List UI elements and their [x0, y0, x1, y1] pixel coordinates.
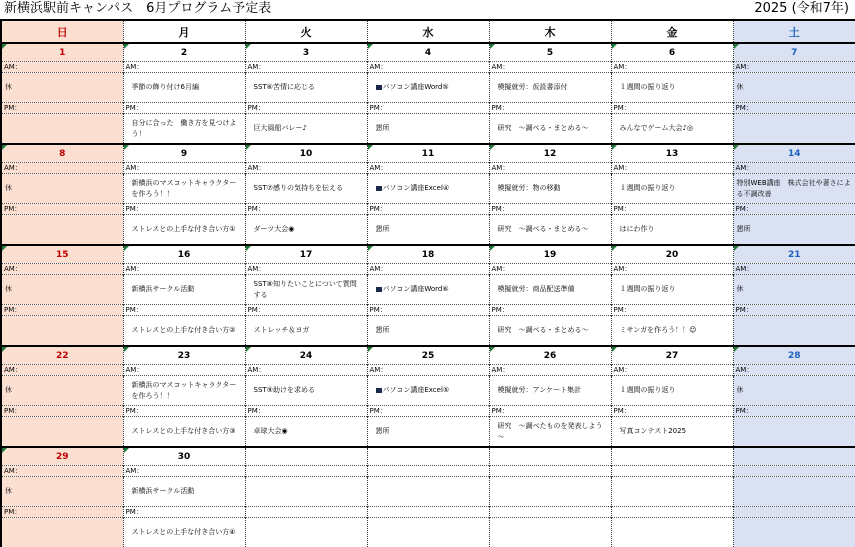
- date-cell-mon[interactable]: 16: [123, 245, 245, 264]
- week-2-date-row: [1, 144, 855, 163]
- pm-activity-cell[interactable]: [1, 417, 123, 448]
- title-bar: [0, 0, 855, 19]
- date-cell-fri[interactable]: 13: [611, 144, 733, 163]
- week-3-date-row: [1, 245, 855, 264]
- pm-activity-cell[interactable]: [611, 215, 733, 246]
- pm-label: PM：: [1, 507, 123, 518]
- pm-activity-cell[interactable]: [123, 114, 245, 145]
- am-label: AM：: [611, 264, 733, 275]
- date-cell-tue[interactable]: 3: [245, 43, 367, 62]
- am-activity-text: 休: [737, 386, 744, 394]
- am-label: AM：: [245, 62, 367, 73]
- date-cell-thu[interactable]: 19: [489, 245, 611, 264]
- pm-label: PM：: [611, 305, 733, 316]
- pm-activity-cell[interactable]: [489, 417, 611, 448]
- am-label: AM：: [1, 62, 123, 73]
- weekday-header-row: [1, 20, 855, 43]
- week-4-pm-row: [1, 417, 855, 448]
- pm-activity-cell[interactable]: [245, 518, 367, 547]
- pm-label: PM：: [733, 204, 855, 215]
- pm-activity-text: はにわ作り: [620, 225, 655, 233]
- am-activity-cell[interactable]: [611, 477, 733, 507]
- am-activity-cell[interactable]: [1, 477, 123, 507]
- am-activity-cell[interactable]: [245, 174, 367, 204]
- pm-label: [245, 507, 367, 518]
- am-activity-cell[interactable]: [367, 73, 489, 103]
- am-activity-cell[interactable]: [489, 376, 611, 406]
- date-cell-sun[interactable]: 22: [1, 346, 123, 365]
- week-4-am-row: [1, 376, 855, 406]
- pm-activity-cell[interactable]: [611, 114, 733, 145]
- am-label: AM：: [611, 365, 733, 376]
- pm-activity-text: 研究 ～調べる・まとめる～: [498, 124, 589, 132]
- pm-label: PM：: [245, 305, 367, 316]
- date-cell-sat[interactable]: 14: [733, 144, 855, 163]
- date-cell-mon[interactable]: 9: [123, 144, 245, 163]
- pm-label: [611, 507, 733, 518]
- week-2-pm-row: [1, 215, 855, 246]
- pm-activity-cell[interactable]: [733, 215, 855, 246]
- am-activity-text: パソコン講座Word⑥: [383, 285, 449, 293]
- pm-activity-cell[interactable]: [733, 417, 855, 448]
- pm-label: PM：: [123, 103, 245, 114]
- pm-label: PM：: [367, 406, 489, 417]
- am-label: AM：: [123, 264, 245, 275]
- computer-icon: [376, 186, 382, 191]
- am-label: AM：: [123, 163, 245, 174]
- week-1-pm-label-row: [1, 103, 855, 114]
- schedule-calendar: [0, 19, 855, 547]
- pm-activity-text: 巨大風船バレー♪: [254, 124, 307, 132]
- date-cell-sat[interactable]: [733, 447, 855, 466]
- date-cell-fri[interactable]: 6: [611, 43, 733, 62]
- pm-activity-cell[interactable]: [489, 316, 611, 347]
- date-cell-thu[interactable]: 26: [489, 346, 611, 365]
- week-3-pm-row: [1, 316, 855, 347]
- am-activity-cell[interactable]: [123, 73, 245, 103]
- am-activity-text: SST⑨助けを求める: [254, 386, 315, 394]
- am-activity-cell[interactable]: [367, 477, 489, 507]
- week-1-am-label-row: [1, 62, 855, 73]
- pm-activity-cell[interactable]: [123, 518, 245, 547]
- date-cell-wed[interactable]: 4: [367, 43, 489, 62]
- date-cell-sun[interactable]: 1: [1, 43, 123, 62]
- pm-activity-cell[interactable]: [123, 417, 245, 448]
- week-5-pm-row: [1, 518, 855, 547]
- week-3-am-row: [1, 275, 855, 305]
- week-3-am-label-row: [1, 264, 855, 275]
- pm-activity-text: ストレッチ＆ヨガ: [254, 326, 310, 334]
- date-cell-sat[interactable]: 21: [733, 245, 855, 264]
- am-label: AM：: [1, 163, 123, 174]
- am-label: AM：: [245, 264, 367, 275]
- pm-activity-text: ミサンガを作ろう！！☺: [620, 326, 697, 334]
- date-cell-tue[interactable]: 10: [245, 144, 367, 163]
- am-activity-text: 模擬就労：仮設書添付: [498, 83, 568, 91]
- date-cell-fri[interactable]: [611, 447, 733, 466]
- am-activity-text: 新横浜のマスコットキャラクターを作ろう！！: [132, 179, 237, 198]
- pm-activity-text: 懇所: [376, 124, 390, 132]
- am-activity-text: 新横浜サークル活動: [132, 487, 195, 495]
- am-activity-text: 模擬就労：商品配送準備: [498, 285, 575, 293]
- pm-label: PM：: [733, 406, 855, 417]
- am-activity-text: 休: [5, 184, 12, 192]
- pm-activity-cell[interactable]: [245, 417, 367, 448]
- pm-activity-cell[interactable]: [245, 316, 367, 347]
- pm-activity-cell[interactable]: [489, 114, 611, 145]
- date-cell-wed[interactable]: 25: [367, 346, 489, 365]
- pm-label: PM：: [367, 305, 489, 316]
- am-activity-cell[interactable]: [123, 477, 245, 507]
- pm-activity-cell[interactable]: [489, 215, 611, 246]
- am-label: AM：: [245, 365, 367, 376]
- am-activity-cell[interactable]: [123, 174, 245, 204]
- pm-label: PM：: [367, 103, 489, 114]
- date-cell-wed[interactable]: 11: [367, 144, 489, 163]
- pm-activity-cell[interactable]: [367, 518, 489, 547]
- pm-label: PM：: [123, 204, 245, 215]
- week-4-pm-label-row: [1, 406, 855, 417]
- am-label: [733, 466, 855, 477]
- am-activity-cell[interactable]: [245, 376, 367, 406]
- pm-label: PM：: [1, 305, 123, 316]
- pm-activity-text: 研究 ～調べる・まとめる～: [498, 326, 589, 334]
- am-activity-cell[interactable]: [1, 174, 123, 204]
- pm-activity-cell[interactable]: [1, 518, 123, 547]
- am-activity-text: パソコン講座Excel⑤: [383, 386, 450, 394]
- date-cell-wed[interactable]: [367, 447, 489, 466]
- am-label: AM：: [1, 264, 123, 275]
- am-activity-text: SST⑥苦情に応じる: [254, 83, 315, 91]
- pm-activity-text: みんなでゲーム大会♪◎: [620, 124, 694, 132]
- date-cell-fri[interactable]: 20: [611, 245, 733, 264]
- weekday-sun[interactable]: 日: [1, 20, 123, 43]
- am-activity-cell[interactable]: [123, 376, 245, 406]
- am-label: AM：: [733, 365, 855, 376]
- am-activity-text: 休: [737, 83, 744, 91]
- pm-activity-text: ストレスとの上手な付き合い方③: [132, 427, 236, 435]
- pm-label: [489, 507, 611, 518]
- week-1-pm-row: [1, 114, 855, 145]
- pm-activity-cell[interactable]: [611, 316, 733, 347]
- am-label: AM：: [1, 365, 123, 376]
- week-5-date-row: [1, 447, 855, 466]
- am-activity-cell[interactable]: [1, 275, 123, 305]
- pm-activity-cell[interactable]: [123, 316, 245, 347]
- weekday-wed[interactable]: 水: [367, 20, 489, 43]
- am-label: AM：: [367, 264, 489, 275]
- date-cell-sat[interactable]: 28: [733, 346, 855, 365]
- week-2-am-row: [1, 174, 855, 204]
- pm-label: [733, 507, 855, 518]
- am-activity-cell[interactable]: [489, 73, 611, 103]
- pm-activity-text: 懇所: [376, 326, 390, 334]
- date-cell-thu[interactable]: 12: [489, 144, 611, 163]
- am-label: AM：: [123, 365, 245, 376]
- pm-activity-cell[interactable]: [367, 316, 489, 347]
- computer-icon: [376, 85, 382, 90]
- page-title: 新横浜駅前キャンパス 6月プログラム予定表: [4, 0, 271, 17]
- week-5-pm-label-row: [1, 507, 855, 518]
- pm-label: PM：: [1, 406, 123, 417]
- pm-activity-text: 自分に合った 働き方を見つけよう！: [132, 119, 237, 138]
- am-label: [489, 466, 611, 477]
- am-activity-text: SST⑦感りの気持ちを伝える: [254, 184, 343, 192]
- am-activity-text: 新横浜のマスコットキャラクターを作ろう！！: [132, 381, 237, 400]
- week-5-am-row: [1, 477, 855, 507]
- computer-icon: [376, 287, 382, 292]
- pm-activity-cell[interactable]: [489, 518, 611, 547]
- weekday-sat[interactable]: 土: [733, 20, 855, 43]
- am-label: AM：: [367, 365, 489, 376]
- pm-label: PM：: [611, 406, 733, 417]
- date-cell-mon[interactable]: 23: [123, 346, 245, 365]
- date-cell-mon[interactable]: 2: [123, 43, 245, 62]
- am-label: AM：: [733, 62, 855, 73]
- am-label: [611, 466, 733, 477]
- pm-activity-cell[interactable]: [733, 518, 855, 547]
- pm-activity-cell[interactable]: [1, 215, 123, 246]
- am-activity-cell[interactable]: [123, 275, 245, 305]
- pm-activity-text: 研究 ～調べたものを発表しよう～: [498, 422, 603, 441]
- date-cell-sun[interactable]: 8: [1, 144, 123, 163]
- am-activity-text: 模擬就労：物の移動: [498, 184, 561, 192]
- am-activity-cell[interactable]: [489, 275, 611, 305]
- am-activity-cell[interactable]: [1, 73, 123, 103]
- am-activity-cell[interactable]: [611, 73, 733, 103]
- am-label: AM：: [1, 466, 123, 477]
- pm-activity-cell[interactable]: [367, 215, 489, 246]
- date-cell-wed[interactable]: 18: [367, 245, 489, 264]
- computer-icon: [376, 388, 382, 393]
- pm-activity-cell[interactable]: [1, 316, 123, 347]
- am-activity-text: １週間の振り返り: [620, 184, 676, 192]
- weekday-tue[interactable]: 火: [245, 20, 367, 43]
- pm-activity-text: 卓球大会◉: [254, 427, 288, 435]
- pm-label: PM：: [489, 204, 611, 215]
- week-3-pm-label-row: [1, 305, 855, 316]
- am-label: AM：: [733, 264, 855, 275]
- am-activity-text: １週間の振り返り: [620, 285, 676, 293]
- date-cell-sat[interactable]: 7: [733, 43, 855, 62]
- week-1-date-row: [1, 43, 855, 62]
- pm-label: PM：: [123, 507, 245, 518]
- date-cell-sun[interactable]: 15: [1, 245, 123, 264]
- pm-label: PM：: [245, 103, 367, 114]
- am-activity-cell[interactable]: [489, 174, 611, 204]
- am-activity-text: 季節の飾り付け6月編: [132, 83, 199, 91]
- pm-label: [367, 507, 489, 518]
- pm-activity-cell[interactable]: [123, 215, 245, 246]
- pm-activity-text: ダーツ大会◉: [254, 225, 295, 233]
- am-activity-cell[interactable]: [611, 376, 733, 406]
- am-activity-cell[interactable]: [245, 275, 367, 305]
- am-label: AM：: [123, 62, 245, 73]
- am-label: AM：: [489, 365, 611, 376]
- am-activity-text: パソコン講座Excel④: [383, 184, 450, 192]
- am-activity-cell[interactable]: [489, 477, 611, 507]
- am-label: AM：: [611, 163, 733, 174]
- am-activity-cell[interactable]: [611, 174, 733, 204]
- am-activity-cell[interactable]: [733, 477, 855, 507]
- am-activity-cell[interactable]: [611, 275, 733, 305]
- am-label: AM：: [611, 62, 733, 73]
- am-activity-cell[interactable]: [367, 174, 489, 204]
- pm-activity-text: 懇所: [376, 225, 390, 233]
- pm-activity-text: ストレスとの上手な付き合い方④: [132, 528, 236, 536]
- am-label: AM：: [489, 62, 611, 73]
- am-activity-cell[interactable]: [245, 477, 367, 507]
- pm-activity-cell[interactable]: [733, 114, 855, 145]
- am-activity-text: SST⑧知りたいことについて質問する: [254, 280, 357, 299]
- am-activity-text: 休: [737, 285, 744, 293]
- pm-label: PM：: [245, 406, 367, 417]
- am-label: AM：: [367, 163, 489, 174]
- week-4-date-row: [1, 346, 855, 365]
- date-cell-thu[interactable]: 5: [489, 43, 611, 62]
- am-activity-text: 休: [5, 285, 12, 293]
- pm-activity-cell[interactable]: [611, 518, 733, 547]
- pm-activity-cell[interactable]: [733, 316, 855, 347]
- pm-activity-text: 研究 ～調べる・まとめる～: [498, 225, 589, 233]
- am-activity-text: 休: [5, 386, 12, 394]
- pm-activity-text: 懇所: [737, 225, 751, 233]
- am-activity-cell[interactable]: [367, 275, 489, 305]
- date-cell-mon[interactable]: 30: [123, 447, 245, 466]
- am-activity-text: １週間の振り返り: [620, 83, 676, 91]
- pm-label: PM：: [245, 204, 367, 215]
- year-label: 2025 (令和7年): [754, 0, 849, 17]
- pm-activity-cell[interactable]: [245, 215, 367, 246]
- pm-label: PM：: [367, 204, 489, 215]
- pm-label: PM：: [733, 103, 855, 114]
- pm-activity-cell[interactable]: [367, 114, 489, 145]
- am-label: [245, 466, 367, 477]
- am-label: AM：: [733, 163, 855, 174]
- pm-activity-cell[interactable]: [611, 417, 733, 448]
- am-label: AM：: [123, 466, 245, 477]
- am-activity-cell[interactable]: [367, 376, 489, 406]
- am-activity-text: パソコン講座Word⑤: [383, 83, 449, 91]
- pm-activity-text: ストレスとの上手な付き合い方①: [132, 225, 236, 233]
- week-2-am-label-row: [1, 163, 855, 174]
- am-activity-text: 模擬就労：アンケート集計: [498, 386, 582, 394]
- am-activity-text: 休: [5, 83, 12, 91]
- week-4-am-label-row: [1, 365, 855, 376]
- am-label: AM：: [245, 163, 367, 174]
- am-activity-cell[interactable]: [245, 73, 367, 103]
- pm-activity-text: 写真コンテスト2025: [620, 427, 687, 435]
- am-activity-cell[interactable]: [1, 376, 123, 406]
- am-activity-text: 休: [5, 487, 12, 495]
- am-activity-cell[interactable]: [733, 73, 855, 103]
- pm-label: PM：: [611, 103, 733, 114]
- pm-label: PM：: [489, 305, 611, 316]
- weekday-thu[interactable]: 木: [489, 20, 611, 43]
- pm-activity-text: 懇所: [376, 427, 390, 435]
- pm-label: PM：: [1, 204, 123, 215]
- pm-activity-cell[interactable]: [245, 114, 367, 145]
- am-activity-cell[interactable]: [733, 376, 855, 406]
- pm-label: PM：: [123, 305, 245, 316]
- date-cell-tue[interactable]: [245, 447, 367, 466]
- am-activity-cell[interactable]: [733, 174, 855, 204]
- date-cell-tue[interactable]: 24: [245, 346, 367, 365]
- am-activity-cell[interactable]: [733, 275, 855, 305]
- pm-label: PM：: [733, 305, 855, 316]
- am-label: AM：: [367, 62, 489, 73]
- am-label: AM：: [489, 163, 611, 174]
- week-2-pm-label-row: [1, 204, 855, 215]
- date-cell-thu[interactable]: [489, 447, 611, 466]
- pm-label: PM：: [489, 103, 611, 114]
- week-5-am-label-row: [1, 466, 855, 477]
- pm-label: PM：: [1, 103, 123, 114]
- pm-label: PM：: [489, 406, 611, 417]
- date-cell-sun[interactable]: 29: [1, 447, 123, 466]
- am-label: [367, 466, 489, 477]
- am-activity-text: １週間の振り返り: [620, 386, 676, 394]
- am-label: AM：: [489, 264, 611, 275]
- week-1-am-row: [1, 73, 855, 103]
- date-cell-fri[interactable]: 27: [611, 346, 733, 365]
- am-activity-text: 特別WEB講座 株式会社や著さによる不調改善: [737, 179, 851, 198]
- pm-activity-cell[interactable]: [1, 114, 123, 145]
- pm-label: PM：: [123, 406, 245, 417]
- pm-label: PM：: [611, 204, 733, 215]
- am-activity-text: 新横浜サークル活動: [132, 285, 195, 293]
- date-cell-tue[interactable]: 17: [245, 245, 367, 264]
- pm-activity-text: ストレスとの上手な付き合い方②: [132, 326, 236, 334]
- weekday-fri[interactable]: 金: [611, 20, 733, 43]
- weekday-mon[interactable]: 月: [123, 20, 245, 43]
- pm-activity-cell[interactable]: [367, 417, 489, 448]
